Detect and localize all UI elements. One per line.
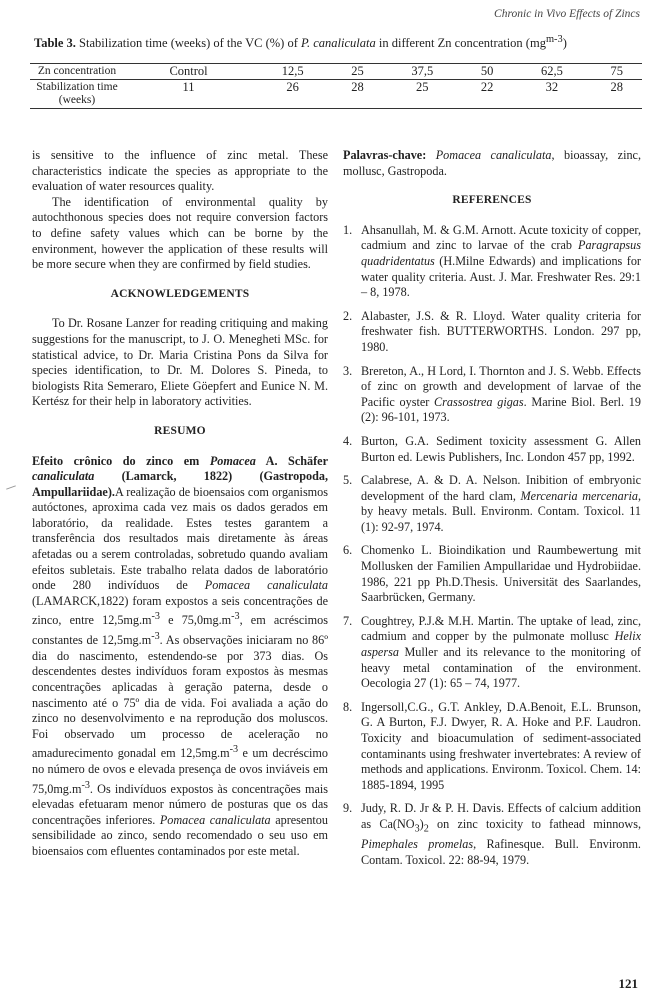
reference-item [343, 223, 641, 301]
reference-number: 1. [343, 222, 353, 237]
unit-sup: -3 [151, 611, 160, 623]
left-column [32, 148, 328, 860]
table-header-row [30, 64, 642, 80]
reference-text: Alabaster, J.S. & R. Lloyd. Water quality criteria for freshwater fish. BUTTERWORTHS. London. 297 pp, 1980. [361, 308, 641, 354]
table-cell: 28 [332, 80, 382, 109]
reference-text: Judy, R. D. Jr & P. H. Davis. Effects of calcium addition as Ca(NO [361, 801, 641, 831]
acknowledgements-heading: ACKNOWLEDGEMENTS [110, 287, 250, 300]
formula-sub: 2 [423, 823, 429, 835]
table-cell: 28 [591, 80, 642, 109]
reference-text: ) [419, 816, 424, 831]
reference-number: 5. [343, 473, 353, 488]
reference-text: Calabrese, A. & D. A. Nelson. Inibition of embryonic development of the hard clam, [361, 473, 641, 503]
resumo-text: . Os indivíduos expostos às concentrações mais elevadas efetuaram menor número de posturas que os das concentrações inferiores. [32, 781, 328, 827]
unit-sup: -3 [231, 611, 240, 623]
stabilization-table [30, 63, 642, 109]
reference-text: Muller and its relevance to the monitoring of heavy metal contamination of the environment. Oecologia 27 (1): 65 – 74, 1977. [361, 645, 641, 691]
table-caption [34, 34, 646, 51]
reference-item [343, 543, 641, 605]
reference-item [343, 473, 641, 535]
resumo-text: apresentou sensibilidade ao zinco, sendo recomendado o seu uso em bioensaios com efluentes contaminados por este metal. [32, 812, 328, 858]
column-header: 62,5 [512, 64, 591, 80]
table-row [30, 80, 642, 109]
reference-number: 9. [343, 801, 353, 816]
reference-number: 2. [343, 308, 353, 323]
reference-number: 6. [343, 543, 353, 558]
reference-species: Mercenaria mercenaria [520, 488, 638, 503]
reference-text: Burton, G.A. Sediment toxicity assessment G. Allen Burton ed. Lewis Publishers, Inc. London 457 pp, 1992. [361, 433, 641, 464]
table-cell: 11 [124, 80, 253, 109]
reference-list [343, 223, 641, 868]
resumo-text: A realização de bioensaios com organismos autóctones, aproxima cada vez mais os dados gerados em laboratório, da realidade. Estes testes garantem a transferência dos resultados mais diretamente às áreas afetadas ou a serem controladas, sobretudo quando avaliam efeitos subletais. Este trabalho relata dados de laboratório onde 280 indivíduos de [32, 484, 328, 593]
resumo-title-part: (Lamarck, 1822) (Gastropoda, Ampullariidae). [32, 469, 328, 499]
reference-text: (H.Milne Edwards) and implications for water quality criteria. Aust. J. Mar. Freshwater Res. 29:1 – 8, 1978. [361, 253, 641, 300]
page-number: 121 [618, 976, 638, 991]
reference-text: Chomenko L. Bioindikation und Raumbewertung mit Mollusken der Familien Ampullaridae und Hydrobiidae. 1986, 221 pp Ph.D.Thesis. Universität des Saarlandes, Saarbrücken, Germany. [361, 543, 641, 605]
reference-number: 7. [343, 613, 353, 628]
reference-item [343, 801, 641, 868]
resumo-paragraph [32, 454, 328, 860]
reference-text: , Rafinesque. Bull. Environm. Contam. Toxicol. 22: 88-94, 1979. [361, 837, 641, 867]
formula-sub: 3 [414, 823, 420, 835]
unit-sup: -3 [229, 744, 239, 756]
reference-item [343, 309, 641, 356]
column-header: 75 [591, 64, 642, 80]
table-label: Table 3. [34, 36, 76, 51]
reference-text: , by heavy metals. Bull. Environm. Contam. Toxicol. 11 (1): 92-97, 1974. [361, 488, 641, 534]
column-header: 37,5 [383, 64, 462, 80]
reference-species: Paragrapsus quadridentatus [361, 238, 641, 268]
reference-species: Crassostrea gigas [434, 394, 524, 409]
table-cell: 32 [512, 80, 591, 109]
resumo-text: e um decréscimo no número de ovos e elevada presença de ovos inviáveis em 75,0mg.m [32, 746, 328, 796]
keywords-label: Palavras-chave: [343, 148, 427, 162]
resumo-text: . As observações iniciaram no 86º dia do nascimento, estendendo-se por 373 dias. Os descendentes destes indivíduos foram expostos às mesmas concentrações aplicadas à geração paterna, desde o nascimento até o 75º dia de vida. Foi avaliada a ação do zinco no desenvolvimento e na reprodução dos moluscos. Foi observado um processo de aceleração no amadurecimento gonadal em 12,5mg.m [32, 633, 328, 761]
acknowledgements-text: To Dr. Rosane Lanzer for reading critiquing and making suggestions for the manuscript, to J. O. Menegheti MSc. for statistical advice, to Dr. Maria Cristina Pons da Silva for species identification, to Dr. M. Dolores S. Pineda, to biologists Rita Semeraro, Eliete Göepfert and Eunice N. M. Kertész for their help in laboratory activities. [32, 316, 328, 409]
resumo-title-part: Efeito crônico do zinco em [32, 453, 210, 468]
reference-species: Helix aspersa [361, 629, 641, 660]
resumo-text: e 75,0mg.m [160, 613, 232, 628]
table-cell: 22 [462, 80, 512, 109]
column-header: 12,5 [253, 64, 332, 80]
resumo-title-part: A. Schäfer [255, 453, 328, 468]
reference-item [343, 434, 641, 465]
unit-sup: -3 [151, 631, 160, 643]
resumo-title-species: canaliculata [32, 469, 95, 484]
column-header: 25 [332, 64, 382, 80]
resumo-title-species: Pomacea [209, 453, 256, 468]
column-header: 50 [462, 64, 512, 80]
keywords-text: , bioassay, zinc, mollusc, Gastropoda. [343, 148, 642, 178]
reference-text: on zinc toxicity to fathead minnows, [428, 816, 641, 831]
keywords [343, 148, 641, 179]
resumo-text: (LAMARCK,1822) foram expostos a seis concentrações de zinco, entre 12,5mg.m [32, 593, 328, 628]
keywords-species: Pomacea canaliculata [435, 148, 552, 162]
resumo-species: Pomacea canaliculata [159, 812, 271, 827]
margin-mark [6, 485, 16, 489]
caption-text-2: in different Zn concentration (mg [375, 36, 546, 51]
reference-text: Brereton, A., H Lord, I. Thornton and J. S. Webb. Effects of zinc on growth and development of larvae of the Pacific oyster [361, 363, 641, 409]
caption-text: Stabilization time (weeks) of the VC (%) of [79, 36, 301, 51]
resumo-heading: RESUMO [154, 424, 206, 437]
header-row-label: Zn concentration [30, 64, 124, 80]
value-row-label: Stabilization time (weeks) [30, 80, 124, 109]
unit-sup: -3 [81, 779, 90, 791]
body-paragraph: is sensitive to the influence of zinc metal. These characteristics indicate the species as appropriate to the evaluation of water resources quality. [32, 148, 328, 194]
reference-item [343, 364, 641, 426]
column-header: Control [124, 64, 253, 80]
table-cell: 25 [383, 80, 462, 109]
reference-text: . Marine Biol. Berl. 19 (2): 96-101, 1973. [361, 394, 641, 425]
resumo-text: , em acréscimos constantes de 12,5mg.m [32, 613, 328, 648]
reference-number: 4. [343, 433, 353, 448]
reference-number: 3. [343, 363, 353, 378]
table-cell: 26 [253, 80, 332, 109]
reference-item [343, 614, 641, 692]
body-paragraph: The identification of environmental quality by autochthonous species does not require conversion factors to define safety values which can be borne by the environment, however the application of these results will be more secure when they are confirmed by field studies. [32, 194, 328, 272]
references-heading: REFERENCES [452, 194, 532, 207]
reference-text: Ahsanullah, M. & G.M. Arnott. Acute toxicity of copper, cadmium and zinc to larvae of the crab [361, 222, 641, 253]
caption-species: P. canaliculata [300, 36, 376, 51]
caption-unit-sup: m-3 [545, 34, 563, 45]
reference-number: 8. [343, 699, 353, 714]
reference-species: Pimephales promelas [361, 837, 474, 851]
running-header: Chronic in Vivo Effects of Zincs [494, 8, 640, 20]
caption-close: ) [562, 36, 567, 51]
reference-text: Coughtrey, P.J.& M.H. Martin. The uptake of lead, zinc, cadmium and copper by the pulmonate mollusc [361, 613, 641, 644]
resumo-species: Pomacea canaliculata [204, 578, 328, 593]
reference-text: Ingersoll,C.G., G.T. Ankley, D.A.Benoit, E.L. Brunson, G. A Burton, F.J. Dwyer, R. A. Hoke and P.F. Laudron. Toxicity and bioacumulation of sediment-associated contaminants using freshwater invertebrates: A review of methods and applications. Environm. Toxicol. Chem. 14: 1885-1894, 1995 [361, 699, 641, 792]
right-column [343, 148, 641, 876]
reference-item [343, 700, 641, 794]
